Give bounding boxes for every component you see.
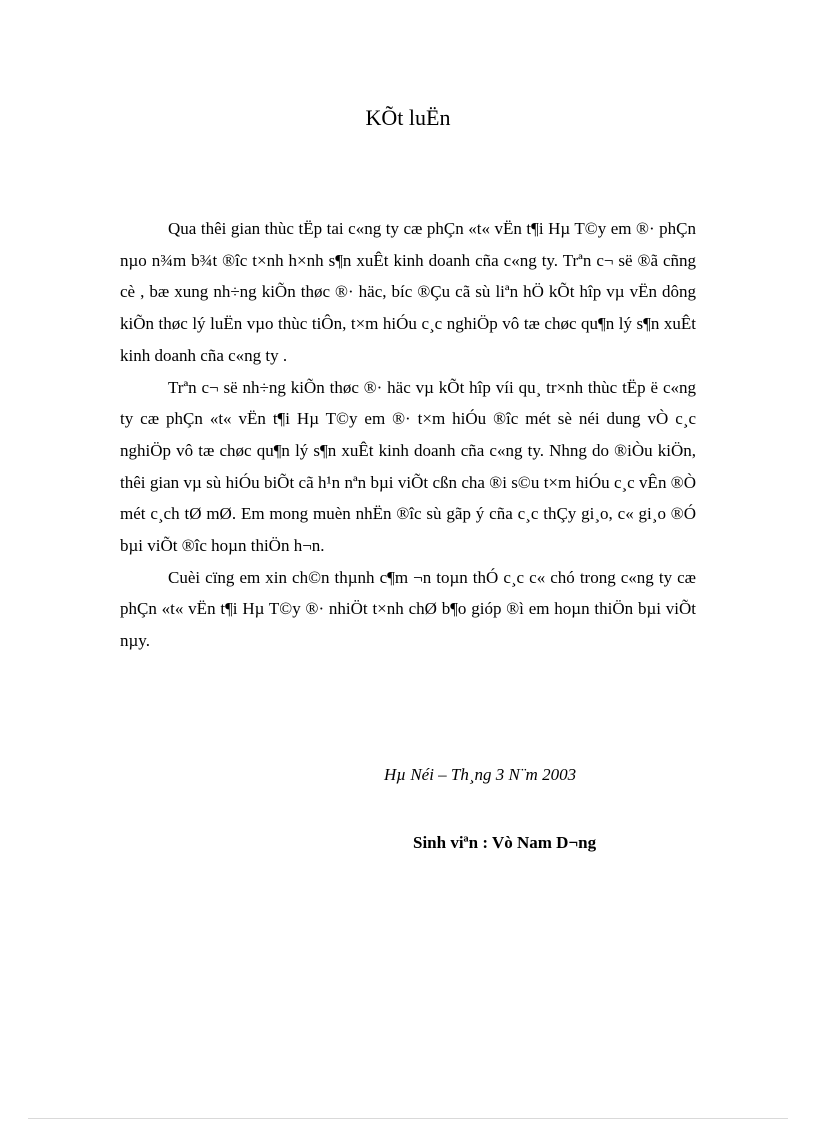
page-bottom-divider (28, 1118, 788, 1119)
paragraph-2: Trªn c¬ së nh÷ng kiÕn thøc ®· häc vµ kÕt hîp víi qu¸ tr×nh thùc tËp ë c«ng ty cæ phÇn «t« vËn t¶i Hµ T©y em ®· t×m hiÓu ®îc mét sè néi dung vÒ c¸c nghiÖp vô tæ chøc qu¶n lý s¶n xuÊt kinh doanh cña c«ng ty. Nhng do ®iÒu kiÖn, thêi gian vµ sù hiÓu biÕt cã h¹n nªn bµi viÕt cßn cha ®i s©u t×m hiÓu c¸c vÊn ®Ò mét c¸ch tØ mØ. Em mong muèn nhËn ®îc sù gãp ý cña c¸c thÇy gi¸o, c« gi¸o ®Ó bµi viÕt ®îc hoµn thiÖn h¬n. (120, 377, 696, 556)
date-line: Hµ Néi – Th¸ng 3 N¨m 2003 (384, 765, 577, 784)
paragraph-3: Cuèi cïng em xin ch©n thµnh c¶m ¬n toµn thÓ c¸c c« chó trong c«ng ty cæ phÇn «t« vËn t¶i Hµ T©y ®· nhiÖt t×nh chØ b¶o gióp ®ì em hoµn thiÖn bµi viÕt nµy. (120, 567, 696, 651)
document-body (120, 213, 696, 657)
paragraph-1: Qua thêi gian thùc tËp tai c«ng ty cæ phÇn «t« vËn t¶i Hµ T©y em ®· phÇn nµo n¾m b¾t ®îc t×nh h×nh s¶n xuÊt kinh doanh cña c«ng ty. Trªn c¬ së ®ã cñng cè , bæ xung nh÷ng kiÕn thøc ®· häc, bíc ®Çu cã sù liªn hÖ kÕt hîp vµ vËn dông kiÕn thøc lý luËn vµo thùc tiÔn, t×m hiÓu c¸c nghiÖp vô tæ chøc qu¶n lý s¶n xuÊt kinh doanh cña c«ng ty . (120, 219, 696, 365)
signature-line: Sinh viªn : Vò Nam D¬ng (413, 833, 597, 852)
page-title: KÕt luËn (365, 105, 451, 130)
